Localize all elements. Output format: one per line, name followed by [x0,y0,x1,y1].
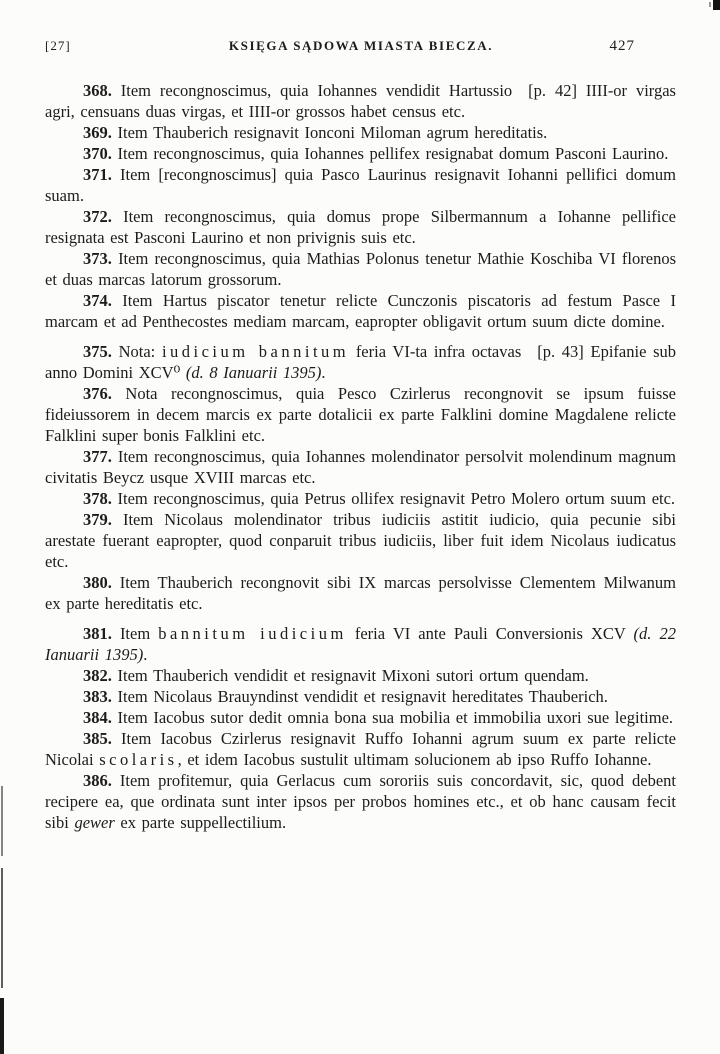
entry-text: Epifanie sub anno Domini XCV⁰ [45,342,677,382]
scan-mark-top-right-small [709,2,711,7]
entry-text: Item recongnoscimus, quia Iohannes pellifex resignabat domum Pasconi Laurino. [117,144,669,163]
entry-number: 371. [83,165,112,184]
entry-number: 384. [83,708,112,727]
entry-number: 372. [83,207,112,226]
scan-mark-top-right [713,0,720,10]
entry-384 [45,707,676,728]
entries [45,80,676,833]
entry-text: Nota: [118,342,162,361]
entry-374 [45,290,676,332]
entry-number: 381. [83,624,112,643]
entry-text: ex parte suppellectilium. [114,813,287,832]
entry-370 [45,143,676,164]
page-header [45,38,677,55]
entry-text: iudicium bannitum [161,342,350,361]
entry-text: Item recongnoscimus, quia Mathias Polonus tenetur Mathie Koschiba VI florenos et duas marcas latorum grossorum. [45,249,677,289]
scan-streak-left-bottom [0,998,4,1054]
entry-text: Item Thauberich recongnovit sibi IX marcas persolvisse Clementem Milwanum ex parte hereditatis etc. [45,573,677,613]
entry-number: 378. [83,489,112,508]
entry-text: Item profitemur, quia Gerlacus cum sororiis suis concordavit, sic, quod debent recipere ea, que ordinata sunt inter ipsos per probos homines etc., et ob hanc causam fecit sibi [45,771,676,832]
entry-text: Item Nicolaus molendinator tribus iudiciis astitit iudicio, quia pecunie sibi arestate fuerant eapropter, quod conparuit tribus iudiciis, liber fuit idem Nicolaus iudicatus etc. [45,510,677,571]
entry-text: gewer [74,813,115,832]
entry-number: 385. [83,729,112,748]
entry-text: feria VI ante Pauli Conversionis XCV [346,624,634,643]
entry-number: 375. [83,342,112,361]
entry-text: Item Thauberich resignavit Ionconi Miloman agrum hereditatis. [117,123,548,142]
entry-376 [45,383,676,446]
entry-text: Item recongnoscimus, quia Petrus ollifex resignavit Petro Molero ortum suum etc. [117,489,676,508]
entry-number: 380. [83,573,112,592]
entry-372 [45,206,676,248]
entry-text: Nota recongnoscimus, quia Pesco Czirlerus recongnovit se ipsum fuisse fideiussorem in decem marcis ex parte dotalicii ex parte Falklini domine Magdalene relicte Falklini super bonis Falklini etc. [45,384,676,445]
entry-text: feria VI-ta infra octavas [349,342,522,361]
entry-383 [45,686,676,707]
entry-text: Item recongnoscimus, quia Iohannes vendidit Hartussio [120,81,513,100]
entry-379 [45,509,676,572]
scan-streak-left-middle [1,868,3,988]
entry-text: Item Nicolaus Brauyndinst vendidit et resignavit hereditates Thauberich. [117,687,608,706]
entry-378 [45,488,676,509]
entry-text: Item recongnoscimus, quia domus prope Silbermannum a Iohanne pellifice resignata est Pasconi Laurino et non privignis suis etc. [45,207,677,247]
scan-streak-left-upper [1,786,3,856]
entry-385 [45,728,676,770]
entry-369 [45,122,676,143]
entry-text: , et idem Iacobus sustulit ultimam solucionem ab ipso Ruffo Iohanne. [177,750,652,769]
entry-text: (d. 22 Ianuarii 1395) [45,624,676,664]
entry-368 [45,80,676,122]
entry-number: 368. [83,81,112,100]
entry-text: . [321,363,326,382]
entry-number: 369. [83,123,112,142]
entry-text: Item recongnoscimus, quia Iohannes molendinator persolvit molendinum magnum civitatis Beycz usque XVIII marcas etc. [45,447,677,487]
page-ref: [p. 43] [537,342,584,361]
folio-note: [27] [45,38,71,53]
entry-text: Item [recongnoscimus] quia Pasco Laurinus resignavit Iohanni pellifici domum suam. [45,165,676,205]
entry-text: scolaris [99,750,178,769]
entry-375 [45,341,676,383]
entry-373 [45,248,676,290]
entry-number: 376. [83,384,112,403]
running-title: KSIĘGA SĄDOWA MIASTA BIECZA. [228,38,494,53]
entry-text: bannitum iudicium [158,624,347,643]
entry-380 [45,572,676,614]
page-number: 427 [609,38,635,54]
page-ref: [p. 42] [528,81,577,100]
entry-text: . [143,645,148,664]
entry-text: Item [119,624,159,643]
entry-number: 382. [83,666,112,685]
entry-382 [45,665,676,686]
entry-text: Item Thauberich vendidit et resignavit Mixoni sutori ortum quendam. [117,666,589,685]
entry-text: (d. 8 Ianuarii 1395) [185,363,322,382]
entry-text: IIII-or virgas agri, censuans duas virgas, et IIII-or grossos habet census etc. [45,81,676,121]
entry-number: 374. [83,291,112,310]
entry-text: Item Hartus piscator tenetur relicte Cunczonis piscatoris ad festum Pasce I marcam et ad Penthecostes mediam marcam, eapropter obligavit ortum suum dicte domine. [45,291,676,331]
entry-text: Item Iacobus Czirlerus resignavit Ruffo Iohanni agrum suum ex parte relicte Nicolai [45,729,677,769]
entry-381 [45,623,676,665]
entry-377 [45,446,676,488]
entry-number: 373. [83,249,112,268]
entry-number: 383. [83,687,112,706]
entry-text: Item Iacobus sutor dedit omnia bona sua mobilia et immobilia uxori sue legitime. [117,708,674,727]
entry-number: 370. [83,144,112,163]
entry-371 [45,164,676,206]
entry-number: 379. [83,510,112,529]
entry-386 [45,770,676,833]
entry-number: 386. [83,771,112,790]
entry-number: 377. [83,447,112,466]
